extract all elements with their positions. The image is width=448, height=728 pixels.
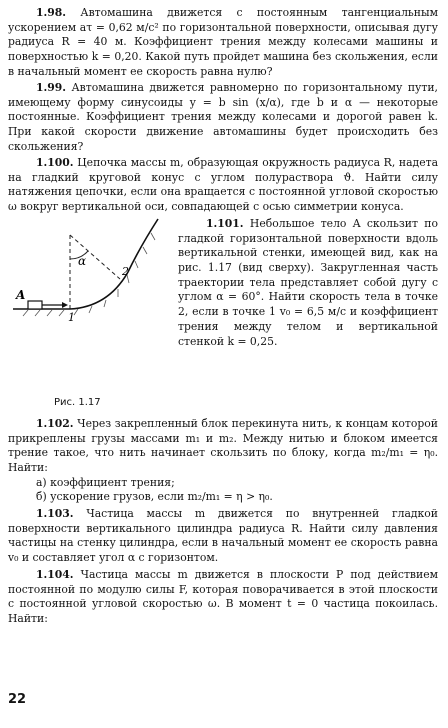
problem-text: Через закрепленный блок перекинута нить, к концам которой прикреплены грузы массами m₁ и m₂. Между нитью и блоком имеется трение такое, что нить начинает скользить по блоку, когда m₂/m₁ = η₀. Найти:	[8, 417, 438, 475]
problem-number: 1.104.	[36, 568, 74, 581]
problem-number: 1.99.	[36, 81, 67, 94]
part-a: а) коэффициент трения;	[36, 475, 175, 489]
problem-text: Цепочка массы m, образующая окружность радиуса R, надета на гладкий круговой конус с углом полураствора ϑ. Найти силу натяжения цепочки, если она вращается с постоянной угловой скоростью ω вокруг вертикальной оси, совпадающей с осью симметрии конуса.	[8, 156, 439, 214]
problem-text: Автомашина движется с постоянным тангенциальным ускорением aτ = 0,62 м/с² по горизонтальной поверхности, описывая дугу радиуса R = 40 м. Коэффициент трения между колесами машины и поверхностью k = 0,20. Какой путь пройдет машина без скольжения, если в начальный момент ее скорость равна нулю?	[8, 6, 438, 78]
problem-number: 1.102.	[36, 417, 74, 430]
problem-1-103	[8, 507, 438, 566]
problem-text: Небольшое тело A скользит по гладкой горизонтальной поверхности вдоль вертикальной стенки, имеющей вид, как на рис. 1.17 (вид сверху). Закругленная часть траектории тела представляет собой дугу с углом α = 60°. Найти скорость тела в точке 2, если в точке 1 v₀ = 6,5 м/с и коэффициент трения между телом и вертикальной стенкой k = 0,25.	[178, 217, 438, 348]
label-point-1: 1	[68, 311, 75, 324]
body-a	[28, 301, 42, 309]
part-b: б) ускорение грузов, если m₂/m₁ = η > η₀.	[36, 490, 273, 504]
problem-1-102-parts	[8, 476, 438, 505]
problem-text: Автомашина движется равномерно по горизонтальному пути, имеющему форму синусоиды y = b sin (x/α), где b и α — некоторые постоянные. Коэффициент трения между колесами и дорогой равен k. При какой скорости движение автомашины будет происходить без скольжения?	[8, 81, 438, 153]
label-point-2: 2	[122, 265, 129, 278]
problem-number: 1.101.	[206, 217, 244, 230]
problem-1-101	[178, 217, 438, 349]
wall-hatching	[23, 233, 155, 316]
label-a: A	[16, 288, 26, 302]
problem-number: 1.103.	[36, 507, 74, 520]
problem-1-102	[8, 417, 438, 505]
problem-1-98	[8, 6, 438, 79]
problem-1-104	[8, 568, 438, 627]
problem-text: Частица массы m движется по внутренней гладкой поверхности вертикального цилиндра радиуса R. Найти силу давления частицы на стенку цилиндра, если в начальный момент ее скорость равна v₀ и составляет угол α с горизонтом.	[8, 507, 438, 565]
label-alpha: α	[78, 254, 87, 268]
problem-1-100	[8, 156, 438, 215]
problem-text: Частица массы m движется в плоскости P под действием постоянной по модулю силы F, которая поворачивается в этой плоскости с постоянной угловой скоростью ω. В момент t = 0 частица покоилась. Найти:	[8, 568, 438, 626]
problem-number: 1.100.	[36, 156, 74, 169]
arrow-head	[62, 302, 68, 308]
figure-1-17	[8, 217, 173, 412]
figure-caption: Рис. 1.17	[54, 397, 101, 408]
trajectory-diagram	[8, 217, 173, 397]
page-number: 22	[8, 692, 27, 707]
problem-number: 1.98.	[36, 6, 67, 19]
problem-1-99	[8, 81, 438, 154]
